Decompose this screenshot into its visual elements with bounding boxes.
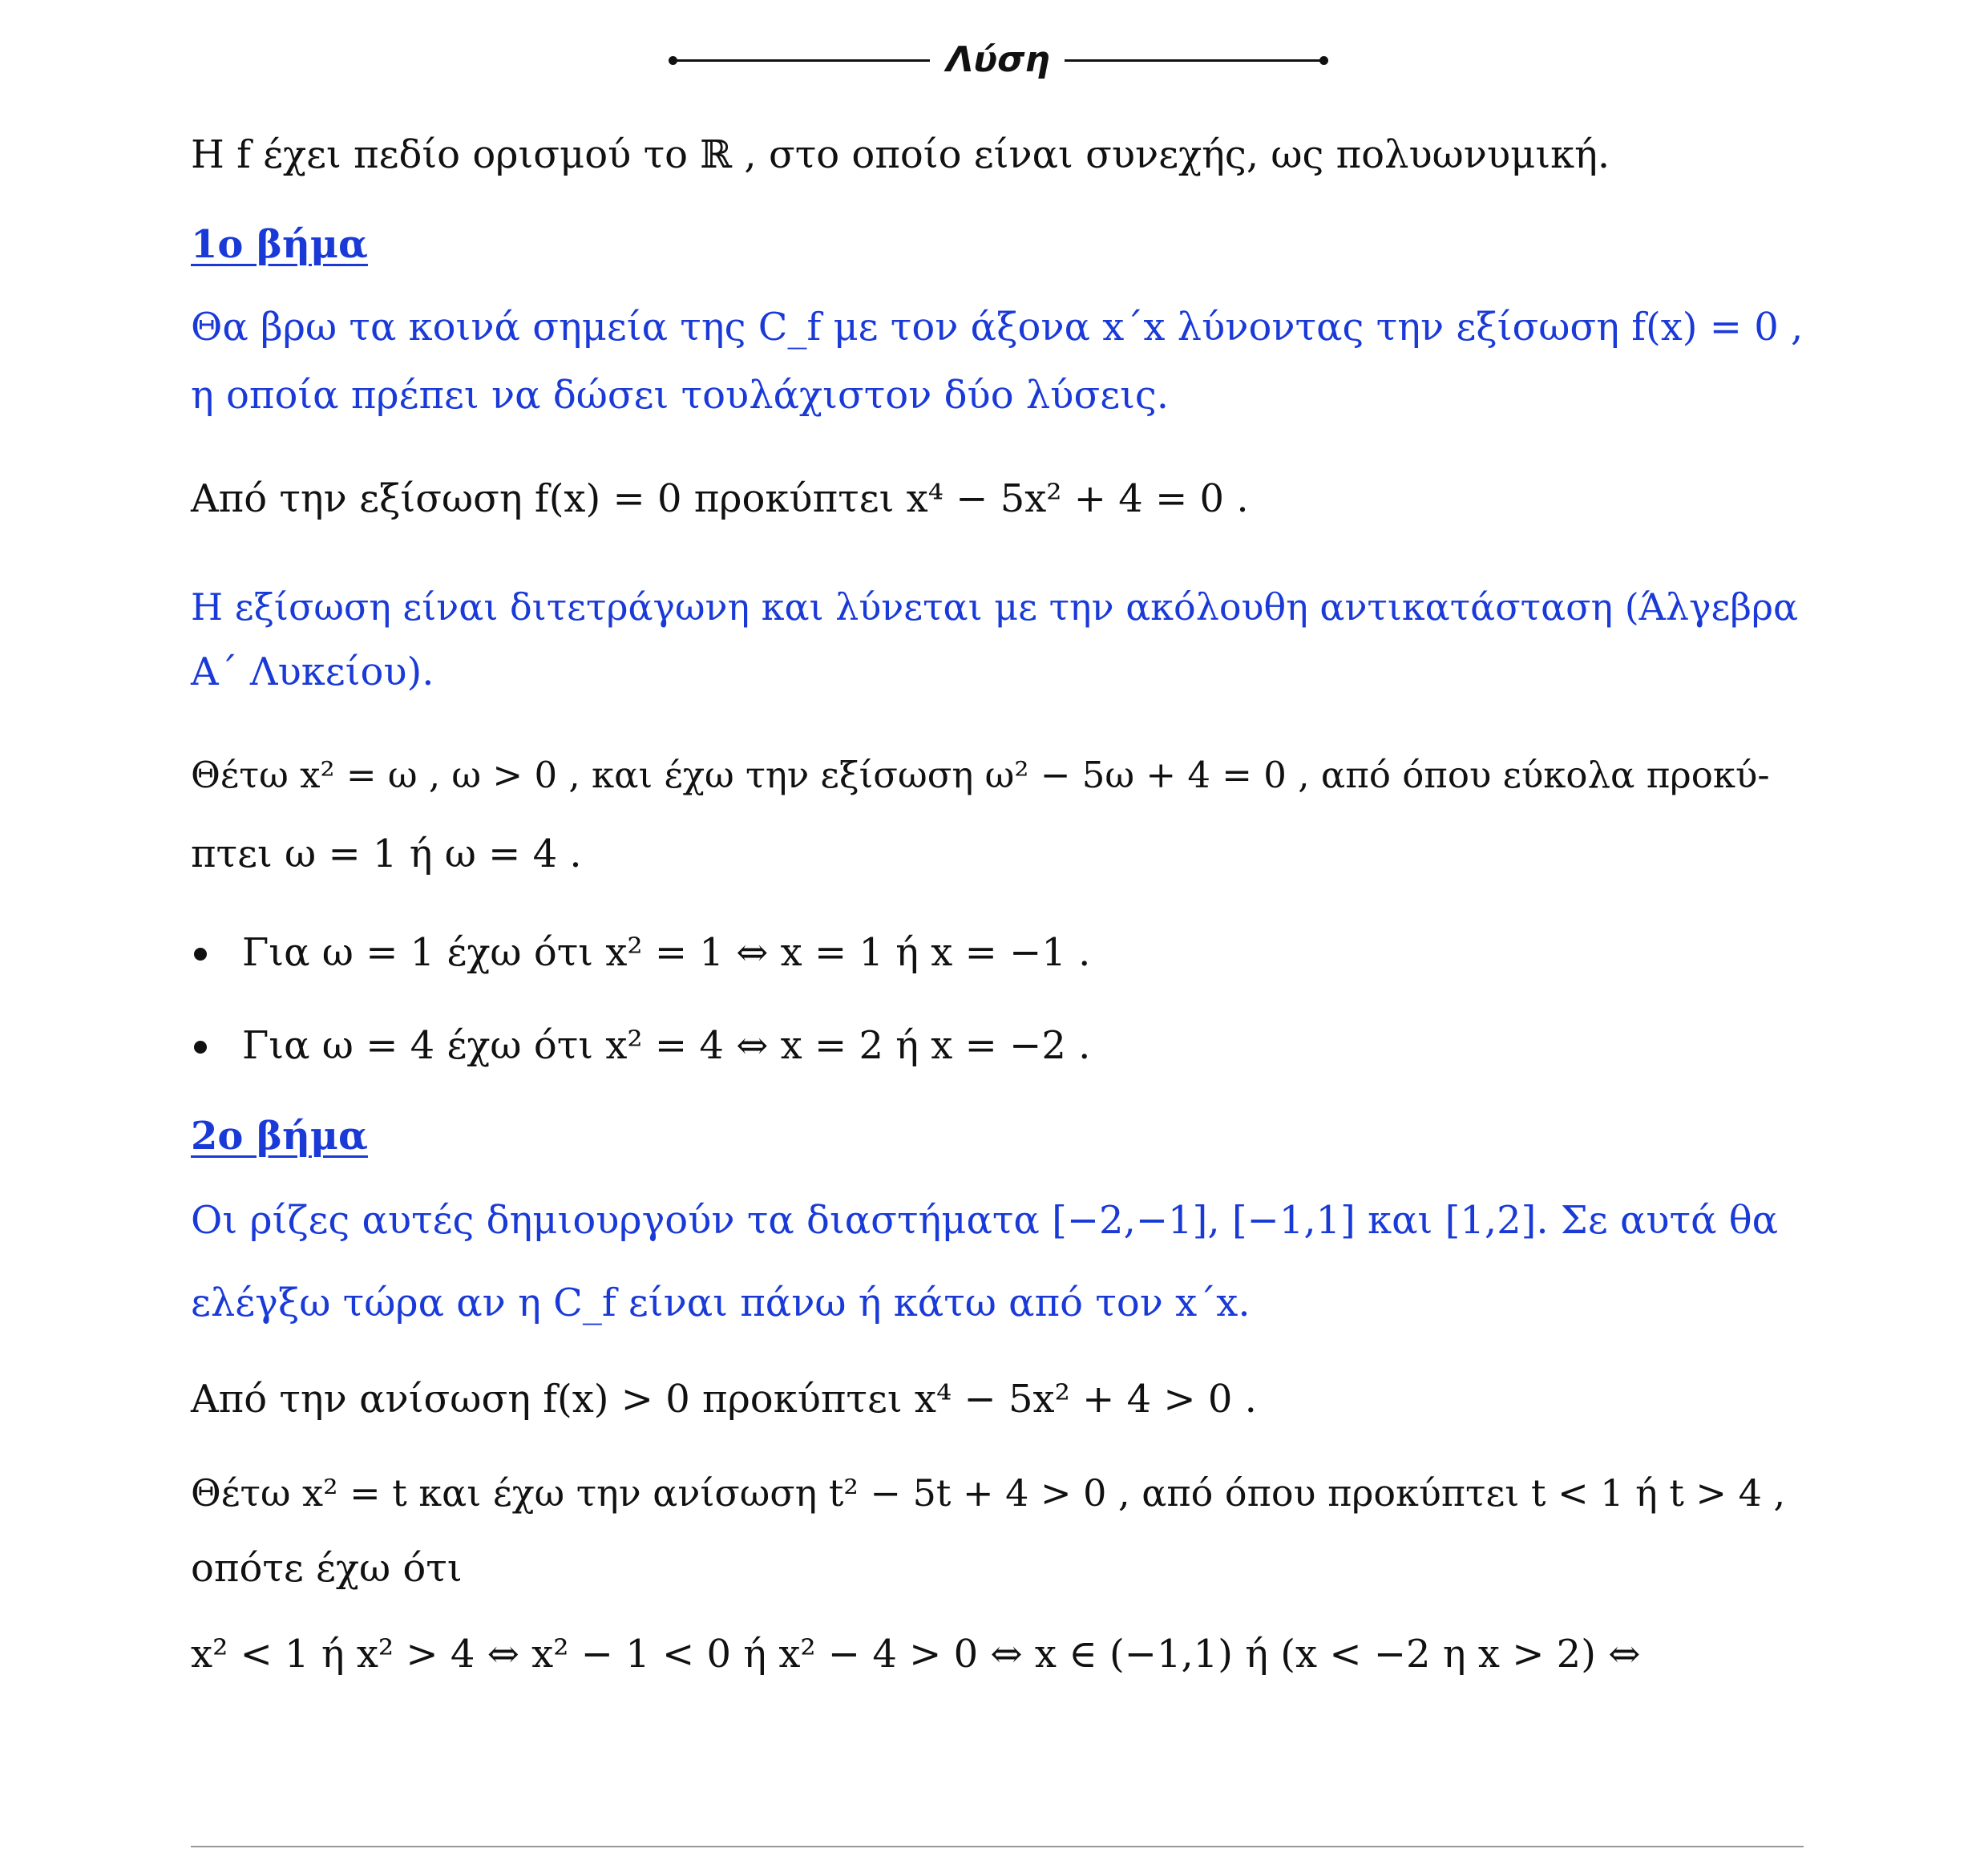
step2-text-1: Οι ρίζες αυτές δημιουργούν τα διαστήματα [−2,−1], [−1,1] και [1,2]. Σε αυτά θα xyxy=(191,1198,1779,1243)
step1-text-1: Θα βρω τα κοινά σημεία της C_f με τον άξονα x΄x λύνοντας την εξίσωση f(x) = 0 , xyxy=(191,305,1804,350)
biquadratic-text-1: Η εξίσωση είναι διτετράγωνη και λύνεται με την ακόλουθη αντικατάσταση (Άλγεβρα xyxy=(191,585,1799,629)
bullet-item-1: Για ω = 1 έχω ότι x² = 1 ⇔ x = 1 ή x = −1 . xyxy=(242,930,1091,975)
bullet-item-2: Για ω = 4 έχω ότι x² = 4 ⇔ x = 2 ή x = −2 . xyxy=(242,1023,1091,1068)
bullet-dot-2 xyxy=(194,1041,207,1054)
step2-text-2: ελέγξω τώρα αν η C_f είναι πάνω ή κάτω από τον x΄x. xyxy=(191,1280,1251,1325)
page-bottom-rule xyxy=(191,1846,1804,1847)
intro-line: Η f έχει πεδίο ορισμού το ℝ , στο οποίο είναι συνεχής, ως πολυωνυμική. xyxy=(191,132,1610,177)
step1-heading: 1ο βήμα xyxy=(191,222,368,267)
final-derivation-line: x² < 1 ή x² > 4 ⇔ x² − 1 < 0 ή x² − 4 > 0 ⇔ x ∈ (−1,1) ή (x < −2 η x > 2) ⇔ xyxy=(191,1632,1641,1677)
substitution2-line-2: οπότε έχω ότι xyxy=(191,1546,463,1591)
step2-heading: 2ο βήμα xyxy=(191,1114,368,1159)
bullet-dot-1 xyxy=(194,948,207,961)
substitution2-line-1: Θέτω x² = t και έχω την ανίσωση t² − 5t + 4 > 0 , από όπου προκύπτει t < 1 ή t > 4 , xyxy=(191,1471,1786,1515)
step1-text-2: η οποία πρέπει να δώσει τουλάχιστον δύο λύσεις. xyxy=(191,373,1170,418)
header-dot-right xyxy=(1319,56,1328,65)
equation-line: Από την εξίσωση f(x) = 0 προκύπτει x⁴ − 5x² + 4 = 0 . xyxy=(191,476,1249,521)
header-rule-right xyxy=(1065,59,1323,62)
header-title: Λύση xyxy=(946,39,1050,80)
inequality-line: Από την ανίσωση f(x) > 0 προκύπτει x⁴ − 5x² + 4 > 0 . xyxy=(191,1377,1257,1422)
substitution-line-2: πτει ω = 1 ή ω = 4 . xyxy=(191,831,582,876)
solution-header xyxy=(665,32,1331,88)
substitution-line-1: Θέτω x² = ω , ω > 0 , και έχω την εξίσωση ω² − 5ω + 4 = 0 , από όπου εύκολα προκύ- xyxy=(191,754,1770,796)
biquadratic-text-2: Α΄ Λυκείου). xyxy=(191,649,434,694)
